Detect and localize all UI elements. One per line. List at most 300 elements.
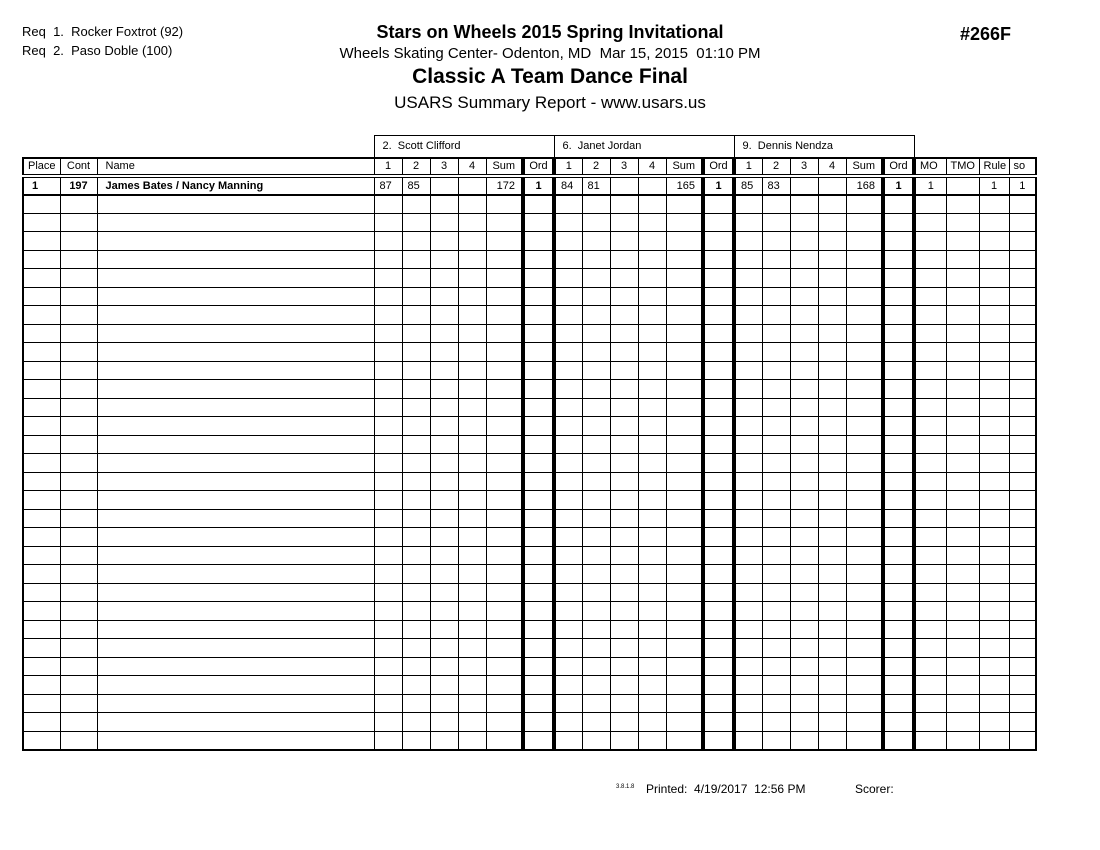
empty-row xyxy=(23,232,1036,251)
cell-judge2-ord xyxy=(703,472,734,491)
cell-judge1-ord xyxy=(523,639,554,658)
cell-judge3-sum xyxy=(846,398,883,417)
cell-judge1-score1 xyxy=(374,546,402,565)
col-header-j2-2: 2 xyxy=(582,158,610,177)
cell-so xyxy=(1009,565,1036,584)
cell-judge1-ord xyxy=(523,361,554,380)
col-header-j1-4: 4 xyxy=(458,158,486,177)
cell-judge1-ord xyxy=(523,250,554,269)
cell-judge3-score4 xyxy=(818,435,846,454)
cell-judge2-score2 xyxy=(582,232,610,251)
empty-row xyxy=(23,546,1036,565)
cell-rule: 1 xyxy=(979,176,1009,195)
score-table xyxy=(22,135,1037,751)
cell-judge1-sum xyxy=(486,528,523,547)
cell-judge2-score4 xyxy=(638,602,666,621)
cell-judge3-score1 xyxy=(734,546,762,565)
cell-judge1-score2 xyxy=(402,546,430,565)
cell-judge2-score1 xyxy=(554,213,582,232)
cell-judge1-score3 xyxy=(430,639,458,658)
cell-judge2-score3 xyxy=(610,287,638,306)
cell-judge2-score1 xyxy=(554,491,582,510)
cell-so xyxy=(1009,287,1036,306)
col-header-so: so xyxy=(1009,158,1036,177)
cell-judge2-score1 xyxy=(554,639,582,658)
col-header-j1-1: 1 xyxy=(374,158,402,177)
cell-judge2-ord xyxy=(703,398,734,417)
cell-judge2-ord xyxy=(703,676,734,695)
cell-judge2-sum xyxy=(666,472,703,491)
cell-judge2-score4 xyxy=(638,583,666,602)
cell-rule xyxy=(979,213,1009,232)
cell-judge2-score2 xyxy=(582,287,610,306)
cell-judge1-score2 xyxy=(402,694,430,713)
cell-judge3-sum xyxy=(846,250,883,269)
empty-row xyxy=(23,287,1036,306)
cell-mo xyxy=(914,546,946,565)
cell-tmo xyxy=(946,398,979,417)
cell-judge3-sum xyxy=(846,306,883,325)
cell-mo xyxy=(914,250,946,269)
cell-judge3-sum xyxy=(846,620,883,639)
cell-judge3-score2 xyxy=(762,602,790,621)
cell-judge2-score4 xyxy=(638,343,666,362)
cell-judge3-score2 xyxy=(762,213,790,232)
cell-judge2-score2 xyxy=(582,639,610,658)
cell-judge2-score2 xyxy=(582,528,610,547)
cell-judge3-score3 xyxy=(790,361,818,380)
band-spacer-right xyxy=(914,136,1036,158)
cell-mo xyxy=(914,509,946,528)
cell-judge1-ord xyxy=(523,602,554,621)
cell-judge3-ord xyxy=(883,472,914,491)
cell-name xyxy=(97,583,374,602)
cell-judge3-sum xyxy=(846,269,883,288)
cell-judge1-score1 xyxy=(374,195,402,214)
cell-judge1-score1 xyxy=(374,583,402,602)
cell-tmo xyxy=(946,509,979,528)
cell-judge2-score4 xyxy=(638,306,666,325)
col-header-j1-2: 2 xyxy=(402,158,430,177)
cell-judge2-ord xyxy=(703,435,734,454)
cell-judge2-score1 xyxy=(554,713,582,732)
cell-judge1-score3 xyxy=(430,343,458,362)
cell-judge1-sum xyxy=(486,380,523,399)
cell-place xyxy=(23,676,60,695)
cell-judge2-ord xyxy=(703,417,734,436)
cell-so xyxy=(1009,361,1036,380)
cell-place xyxy=(23,232,60,251)
cell-judge3-score1 xyxy=(734,454,762,473)
cell-judge1-score1 xyxy=(374,713,402,732)
cell-judge1-score3 xyxy=(430,731,458,750)
band-spacer-left xyxy=(23,136,374,158)
cell-judge1-sum xyxy=(486,694,523,713)
cell-judge1-sum xyxy=(486,657,523,676)
cell-judge2-score4 xyxy=(638,713,666,732)
cell-judge3-score2 xyxy=(762,269,790,288)
cell-judge1-score3 xyxy=(430,657,458,676)
empty-row xyxy=(23,472,1036,491)
cell-judge3-score2 xyxy=(762,528,790,547)
empty-row xyxy=(23,491,1036,510)
cell-judge3-score4 xyxy=(818,380,846,399)
score-table-body xyxy=(23,176,1036,750)
cell-judge2-score1 xyxy=(554,454,582,473)
cell-judge3-score3 xyxy=(790,528,818,547)
cell-judge1-score3 xyxy=(430,232,458,251)
cell-rule xyxy=(979,676,1009,695)
cell-tmo xyxy=(946,639,979,658)
cell-judge3-ord xyxy=(883,657,914,676)
cell-mo xyxy=(914,417,946,436)
cell-judge1-sum xyxy=(486,620,523,639)
cell-name xyxy=(97,509,374,528)
cell-rule xyxy=(979,694,1009,713)
cell-judge1-ord xyxy=(523,583,554,602)
cell-so xyxy=(1009,509,1036,528)
cell-place xyxy=(23,546,60,565)
cell-judge2-score3 xyxy=(610,324,638,343)
cell-judge3-score4 xyxy=(818,528,846,547)
cell-so xyxy=(1009,269,1036,288)
cell-judge2-score2 xyxy=(582,731,610,750)
cell-judge2-score1 xyxy=(554,602,582,621)
cell-judge1-ord xyxy=(523,454,554,473)
cell-judge2-score4 xyxy=(638,528,666,547)
cell-judge1-sum xyxy=(486,250,523,269)
cell-judge1-score1 xyxy=(374,639,402,658)
cell-judge2-score4 xyxy=(638,731,666,750)
cell-judge2-score1 xyxy=(554,546,582,565)
cell-judge1-score4 xyxy=(458,602,486,621)
cell-judge3-sum xyxy=(846,361,883,380)
cell-judge3-score1 xyxy=(734,269,762,288)
cell-judge3-score1 xyxy=(734,620,762,639)
col-header-j2-3: 3 xyxy=(610,158,638,177)
cell-judge1-ord xyxy=(523,713,554,732)
cell-judge2-score1 xyxy=(554,287,582,306)
cell-judge1-score3 xyxy=(430,472,458,491)
cell-name xyxy=(97,398,374,417)
cell-rule xyxy=(979,454,1009,473)
cell-judge2-sum xyxy=(666,306,703,325)
cell-judge2-score3 xyxy=(610,454,638,473)
cell-judge3-score3 xyxy=(790,250,818,269)
cell-judge3-score2 xyxy=(762,306,790,325)
cell-judge1-score4 xyxy=(458,528,486,547)
cell-tmo xyxy=(946,528,979,547)
cell-judge3-score3 xyxy=(790,213,818,232)
cell-judge3-score2 xyxy=(762,435,790,454)
cell-judge1-score3 xyxy=(430,583,458,602)
cell-judge1-ord xyxy=(523,213,554,232)
cell-judge2-score4 xyxy=(638,213,666,232)
cell-judge3-score2 xyxy=(762,287,790,306)
cell-judge3-score1 xyxy=(734,195,762,214)
cell-judge3-score4 xyxy=(818,287,846,306)
cell-tmo xyxy=(946,213,979,232)
cell-judge1-score4 xyxy=(458,472,486,491)
cell-judge1-score2 xyxy=(402,361,430,380)
cell-judge2-score3 xyxy=(610,491,638,510)
col-header-tmo: TMO xyxy=(946,158,979,177)
cell-judge2-ord xyxy=(703,565,734,584)
empty-row xyxy=(23,639,1036,658)
cell-tmo xyxy=(946,546,979,565)
cell-judge3-ord xyxy=(883,324,914,343)
cell-judge2-score1 xyxy=(554,657,582,676)
venue-date-line: Wheels Skating Center- Odenton, MD Mar 15, 2015 01:10 PM xyxy=(339,45,761,62)
cell-judge1-score4 xyxy=(458,343,486,362)
col-header-j3-4: 4 xyxy=(818,158,846,177)
cell-so xyxy=(1009,676,1036,695)
cell-judge2-ord xyxy=(703,269,734,288)
report-type-line: USARS Summary Report - www.usars.us xyxy=(394,93,706,112)
cell-judge2-ord xyxy=(703,713,734,732)
cell-judge1-score3 xyxy=(430,694,458,713)
cell-judge3-score2 xyxy=(762,694,790,713)
cell-so: 1 xyxy=(1009,176,1036,195)
cell-judge1-ord xyxy=(523,491,554,510)
cell-judge3-score1 xyxy=(734,472,762,491)
cell-judge2-score2 xyxy=(582,195,610,214)
cell-judge2-score3 xyxy=(610,343,638,362)
cell-judge1-score4 xyxy=(458,731,486,750)
cell-judge2-sum xyxy=(666,546,703,565)
cell-judge2-score4 xyxy=(638,491,666,510)
cell-judge1-score2 xyxy=(402,232,430,251)
cell-so xyxy=(1009,417,1036,436)
cell-judge1-sum xyxy=(486,361,523,380)
cell-tmo xyxy=(946,417,979,436)
cell-judge2-sum xyxy=(666,398,703,417)
cell-judge1-sum xyxy=(486,454,523,473)
cell-judge2-sum xyxy=(666,454,703,473)
cell-judge3-ord xyxy=(883,287,914,306)
cell-judge1-score1 xyxy=(374,491,402,510)
cell-judge3-sum xyxy=(846,731,883,750)
cell-judge3-score3 xyxy=(790,565,818,584)
cell-judge1-sum xyxy=(486,195,523,214)
empty-row xyxy=(23,657,1036,676)
cell-judge2-sum xyxy=(666,528,703,547)
cell-place xyxy=(23,287,60,306)
cell-judge2-score1 xyxy=(554,380,582,399)
cell-judge2-sum xyxy=(666,287,703,306)
cell-judge1-sum xyxy=(486,731,523,750)
cell-judge2-score2 xyxy=(582,620,610,639)
cell-mo xyxy=(914,324,946,343)
cell-mo xyxy=(914,472,946,491)
cell-so xyxy=(1009,657,1036,676)
cell-tmo xyxy=(946,195,979,214)
cell-judge3-score4 xyxy=(818,731,846,750)
cell-judge1-ord xyxy=(523,287,554,306)
cell-judge3-score4 xyxy=(818,250,846,269)
cell-so xyxy=(1009,398,1036,417)
cell-judge3-score1 xyxy=(734,232,762,251)
cell-so xyxy=(1009,546,1036,565)
cell-judge1-score1 xyxy=(374,250,402,269)
cell-rule xyxy=(979,232,1009,251)
cell-judge3-score4 xyxy=(818,713,846,732)
cell-tmo xyxy=(946,676,979,695)
cell-cont xyxy=(60,361,97,380)
cell-judge2-score4 xyxy=(638,398,666,417)
cell-name xyxy=(97,565,374,584)
cell-judge2-score3 xyxy=(610,639,638,658)
cell-judge3-ord xyxy=(883,731,914,750)
cell-so xyxy=(1009,306,1036,325)
cell-judge3-sum xyxy=(846,583,883,602)
cell-judge3-ord xyxy=(883,343,914,362)
cell-judge2-sum xyxy=(666,565,703,584)
cell-judge3-sum xyxy=(846,232,883,251)
cell-place xyxy=(23,565,60,584)
cell-judge3-score2 xyxy=(762,232,790,251)
cell-judge2-score4 xyxy=(638,454,666,473)
cell-judge3-score3 xyxy=(790,195,818,214)
cell-judge1-score2 xyxy=(402,639,430,658)
cell-judge2-score4 xyxy=(638,435,666,454)
cell-judge3-score3 xyxy=(790,509,818,528)
cell-judge2-score2 xyxy=(582,361,610,380)
cell-tmo xyxy=(946,435,979,454)
cell-judge1-score4 xyxy=(458,713,486,732)
cell-tmo xyxy=(946,694,979,713)
cell-judge2-score3 xyxy=(610,417,638,436)
cell-judge2-score3 xyxy=(610,213,638,232)
cell-judge3-ord xyxy=(883,232,914,251)
cell-judge3-score3 xyxy=(790,176,818,195)
cell-judge3-ord xyxy=(883,250,914,269)
cell-judge1-score4 xyxy=(458,694,486,713)
cell-judge3-score4 xyxy=(818,361,846,380)
cell-rule xyxy=(979,306,1009,325)
cell-judge2-score1 xyxy=(554,472,582,491)
cell-judge1-score3 xyxy=(430,454,458,473)
cell-judge3-sum xyxy=(846,657,883,676)
cell-judge3-score3 xyxy=(790,639,818,658)
cell-mo xyxy=(914,343,946,362)
cell-judge2-score2 xyxy=(582,213,610,232)
cell-judge1-score3 xyxy=(430,491,458,510)
cell-so xyxy=(1009,694,1036,713)
cell-judge3-score2 xyxy=(762,324,790,343)
cell-judge3-score4 xyxy=(818,602,846,621)
cell-judge3-score1 xyxy=(734,343,762,362)
judge-band-row xyxy=(23,136,1036,158)
cell-judge1-score3 xyxy=(430,213,458,232)
cell-tmo xyxy=(946,713,979,732)
cell-judge3-score2 xyxy=(762,509,790,528)
column-header-row xyxy=(23,158,1036,177)
event-number: #266F xyxy=(960,24,1012,44)
cell-judge1-score1 xyxy=(374,602,402,621)
cell-judge2-score3 xyxy=(610,380,638,399)
cell-judge2-score4 xyxy=(638,620,666,639)
cell-judge2-score2 xyxy=(582,398,610,417)
cell-judge2-score3 xyxy=(610,361,638,380)
cell-judge2-score1 xyxy=(554,676,582,695)
cell-judge3-score3 xyxy=(790,287,818,306)
cell-judge1-ord: 1 xyxy=(523,176,554,195)
cell-so xyxy=(1009,583,1036,602)
cell-judge3-score2 xyxy=(762,657,790,676)
cell-rule xyxy=(979,491,1009,510)
cell-cont xyxy=(60,454,97,473)
cell-judge2-score2 xyxy=(582,657,610,676)
cell-judge3-sum xyxy=(846,324,883,343)
cell-mo xyxy=(914,306,946,325)
empty-row xyxy=(23,417,1036,436)
empty-row xyxy=(23,602,1036,621)
cell-judge3-score3 xyxy=(790,657,818,676)
cell-judge1-sum xyxy=(486,546,523,565)
cell-judge2-ord xyxy=(703,583,734,602)
cell-judge3-ord xyxy=(883,694,914,713)
cell-judge3-score1: 85 xyxy=(734,176,762,195)
cell-place xyxy=(23,213,60,232)
cell-judge3-ord xyxy=(883,565,914,584)
cell-judge1-score1 xyxy=(374,509,402,528)
cell-name: James Bates / Nancy Manning xyxy=(97,176,374,195)
cell-judge1-score2 xyxy=(402,602,430,621)
cell-cont xyxy=(60,620,97,639)
cell-judge3-score4 xyxy=(818,195,846,214)
cell-judge1-score1 xyxy=(374,731,402,750)
cell-cont xyxy=(60,546,97,565)
cell-judge2-score4 xyxy=(638,324,666,343)
cell-judge2-score3 xyxy=(610,509,638,528)
cell-place xyxy=(23,343,60,362)
cell-judge1-ord xyxy=(523,620,554,639)
cell-rule xyxy=(979,380,1009,399)
cell-judge1-score3 xyxy=(430,398,458,417)
cell-judge2-sum xyxy=(666,676,703,695)
cell-judge3-score3 xyxy=(790,324,818,343)
cell-judge2-score2 xyxy=(582,491,610,510)
cell-judge1-score1 xyxy=(374,361,402,380)
cell-judge2-score2 xyxy=(582,435,610,454)
cell-tmo xyxy=(946,620,979,639)
cell-judge3-score4 xyxy=(818,639,846,658)
cell-judge3-ord xyxy=(883,713,914,732)
cell-rule xyxy=(979,657,1009,676)
cell-judge3-sum xyxy=(846,454,883,473)
cell-judge2-score3 xyxy=(610,657,638,676)
cell-so xyxy=(1009,639,1036,658)
cell-judge1-sum xyxy=(486,324,523,343)
cell-judge2-ord xyxy=(703,731,734,750)
cell-judge1-score3 xyxy=(430,417,458,436)
cell-judge3-sum xyxy=(846,676,883,695)
cell-judge3-score2 xyxy=(762,731,790,750)
cell-judge1-score3 xyxy=(430,195,458,214)
cell-judge1-score2 xyxy=(402,657,430,676)
competition-title: Stars on Wheels 2015 Spring Invitational xyxy=(376,22,724,42)
cell-cont xyxy=(60,287,97,306)
cell-mo xyxy=(914,435,946,454)
cell-judge2-sum xyxy=(666,435,703,454)
cell-judge1-score3 xyxy=(430,324,458,343)
cell-so xyxy=(1009,472,1036,491)
cell-judge2-sum xyxy=(666,250,703,269)
cell-judge2-sum xyxy=(666,657,703,676)
cell-judge3-ord xyxy=(883,417,914,436)
cell-judge2-score4 xyxy=(638,361,666,380)
